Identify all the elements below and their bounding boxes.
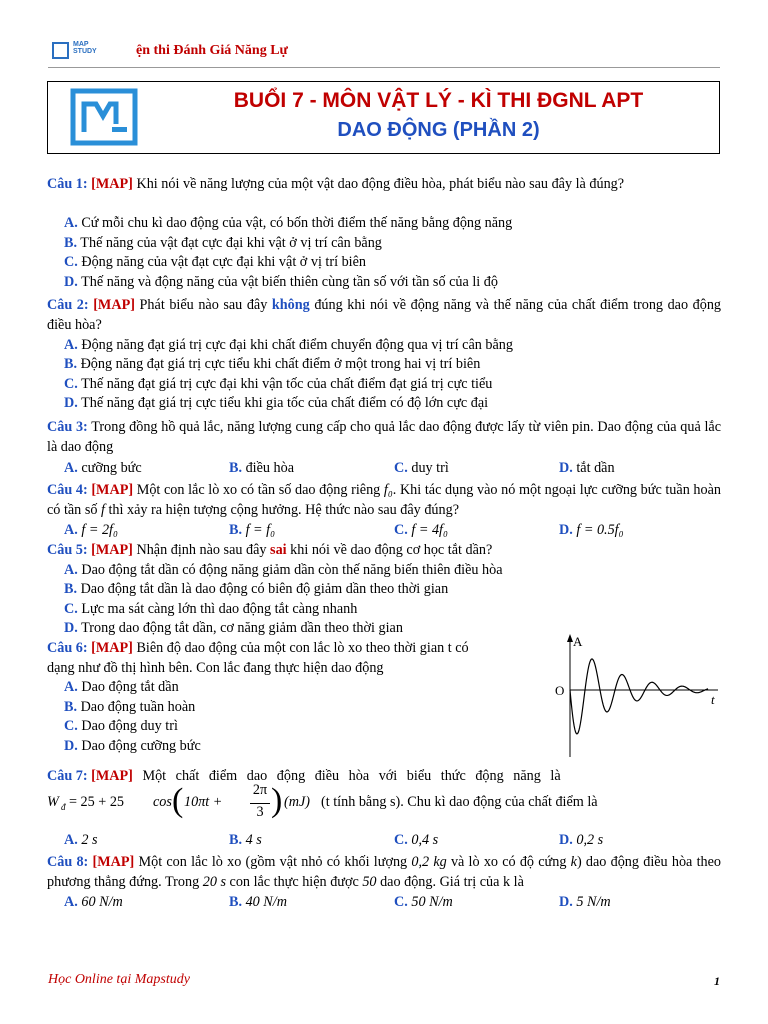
formula-argument: 10πt + — [184, 794, 223, 810]
q6-option-d[interactable] — [64, 737, 201, 757]
q3-option-b[interactable] — [229, 459, 294, 479]
option-text: Dao động cưỡng bức — [77, 738, 201, 754]
option-text: Cứ mỗi chu kì dao động của vật, có bốn thời điểm thế năng bằng động năng — [77, 215, 513, 231]
symbol-f: f — [100, 501, 105, 518]
fraction-denominator: 3 — [256, 804, 264, 820]
option-text: Động năng đạt giá trị cực tiểu khi chất điểm ở một trong hai vị trí biên — [77, 356, 481, 372]
banner-title: BUỔI 7 - MÔN VẬT LÝ - KÌ THI ĐGNL APT — [233, 89, 644, 112]
header-title: ện thi Đánh Giá Năng Lự — [136, 43, 288, 58]
question-text: Một con lắc lò xo có tần số dao động riêng — [133, 482, 384, 498]
q7-option-a[interactable] — [64, 831, 98, 851]
map-tag: [MAP] — [91, 176, 133, 192]
q3-option-c[interactable] — [394, 459, 449, 479]
question-7 — [47, 767, 721, 787]
option-text: Thế năng đạt giá trị cực đại khi vận tốc của chất điểm đạt giá trị cực tiểu — [77, 376, 493, 392]
question-text: Nhận định nào sau đây — [132, 542, 271, 558]
map-tag: [MAP] — [91, 640, 133, 656]
fraction-numerator: 2π — [252, 782, 268, 798]
question-text: (t tính bằng s). Chu kì dao động của chất điểm là — [321, 794, 598, 810]
question-2 — [47, 296, 721, 335]
question-6 — [47, 639, 547, 678]
q2-option-a[interactable] — [64, 336, 513, 356]
question-5 — [47, 541, 721, 561]
question-text: Một con lắc lò xo (gồm vật nhỏ có khối lượng — [134, 854, 412, 870]
logo-text-bottom: STUDY — [73, 48, 97, 55]
option-letter: B. — [229, 522, 243, 538]
q5-option-c[interactable] — [64, 600, 357, 620]
keyword-highlight: sai — [270, 542, 287, 558]
question-text: Trong đồng hồ quả lắc, năng lượng cung cấp cho quả lắc dao động được lấy từ viên pin. Dao động của quả lắc là dao động — [47, 419, 721, 455]
q7-option-c[interactable] — [394, 831, 438, 851]
option-text: Động năng của vật đạt cực đại khi vật ở vị trí biên — [77, 254, 367, 270]
option-letter: D. — [64, 620, 78, 636]
symbol-k: k — [570, 854, 577, 870]
q2-option-c[interactable] — [64, 375, 492, 395]
formula-constant: = 25 + 25 — [69, 794, 125, 810]
footer-link[interactable]: Học Online tại Mapstudy — [48, 972, 190, 987]
question-text: khi nói về dao động cơ học tắt dần? — [286, 542, 493, 558]
question-text: dao động. Giá trị của k là — [376, 873, 524, 890]
right-paren: ) — [271, 782, 283, 819]
option-text: Động năng đạt giá trị cực đại khi chất điểm chuyển động qua vị trí cân bằng — [77, 337, 513, 353]
option-text: 40 N/m — [242, 894, 287, 910]
option-text: Dao động tắt dần — [77, 679, 179, 695]
map-tag: [MAP] — [92, 854, 135, 870]
question-number: Câu 1: — [47, 176, 88, 192]
option-text: f = 2f₀ — [77, 522, 118, 538]
q8-option-a[interactable] — [64, 893, 123, 913]
option-text: f = f₀ — [242, 522, 276, 538]
option-letter: A. — [64, 522, 78, 538]
map-tag: [MAP] — [91, 482, 134, 498]
option-letter: B. — [64, 235, 78, 251]
origin-label: O — [555, 683, 565, 698]
option-text: Dao động tắt dần là dao động có biên độ giảm dần theo thời gian — [77, 581, 449, 597]
option-letter: A. — [64, 832, 78, 848]
formula-unit: (mJ) — [284, 794, 310, 810]
question-text: Phát biểu nào sau đây — [134, 297, 272, 313]
q8-option-d[interactable] — [559, 893, 611, 913]
formula-lhs: W — [47, 794, 59, 810]
option-letter: D. — [559, 522, 573, 538]
option-letter: C. — [64, 376, 78, 392]
option-letter: D. — [559, 894, 573, 910]
count-value: 50 — [362, 873, 377, 890]
option-text: 4 s — [242, 832, 262, 848]
q2-option-b[interactable] — [64, 355, 480, 375]
question-number: Câu 7: — [47, 768, 88, 784]
option-letter: C. — [64, 718, 78, 734]
option-letter: A. — [64, 894, 78, 910]
q4-option-c[interactable] — [394, 521, 448, 541]
left-paren: ( — [172, 782, 184, 819]
option-letter: B. — [229, 460, 243, 476]
question-text: con lắc thực hiện được — [225, 873, 363, 890]
mass-value: 0,2 kg — [411, 854, 447, 870]
question-number: Câu 3: — [47, 419, 88, 435]
q6-option-c[interactable] — [64, 717, 178, 737]
map-tag: [MAP] — [91, 768, 133, 784]
question-text: Một chất điểm dao động điều hòa với biểu thức động năng là — [132, 768, 561, 784]
q1-option-b[interactable] — [64, 234, 382, 254]
q6-option-b[interactable] — [64, 698, 195, 718]
option-letter: B. — [64, 581, 78, 597]
q1-option-d[interactable] — [64, 273, 498, 293]
option-text: Thế năng đạt giá trị cực tiểu khi gia tốc của chất điểm có độ lớn cực đại — [77, 395, 489, 411]
option-letter: B. — [64, 356, 78, 372]
option-letter: A. — [64, 679, 78, 695]
option-text: 5 N/m — [572, 894, 611, 910]
q1-option-a[interactable] — [64, 214, 512, 234]
option-letter: A. — [64, 215, 78, 231]
option-text: Dao động duy trì — [77, 718, 178, 734]
option-letter: D. — [64, 738, 78, 754]
damped-oscillation-curve — [570, 659, 708, 734]
header-divider — [48, 67, 720, 68]
q4-option-b[interactable] — [229, 521, 275, 541]
page-number: 1 — [714, 974, 720, 988]
symbol-f0: f₀ — [383, 482, 393, 498]
option-letter: D. — [559, 460, 573, 476]
option-text: Lực ma sát càng lớn thì dao động tắt càng nhanh — [77, 601, 358, 617]
banner-subtitle: DAO ĐỘNG (PHẦN 2) — [337, 119, 540, 141]
question-text: Biên độ dao động của một con lắc lò xo theo thời gian t có — [132, 640, 469, 656]
q2-option-d[interactable] — [64, 394, 488, 414]
option-letter: C. — [64, 254, 78, 270]
mapstudy-logo — [52, 40, 122, 64]
time-value: 20 s — [202, 873, 226, 890]
question-4 — [47, 481, 721, 520]
amplitude-time-graph — [550, 632, 725, 762]
q5-option-a[interactable] — [64, 561, 503, 581]
option-text: f = 4f₀ — [407, 522, 448, 538]
q4-option-a[interactable] — [64, 521, 118, 541]
option-text: điều hòa — [242, 460, 295, 476]
map-tag: [MAP] — [91, 542, 133, 558]
q6-option-a[interactable] — [64, 678, 179, 698]
question-1 — [47, 175, 721, 195]
question-text: và lò xo có độ cứng — [446, 854, 571, 870]
formula-subscript: đ — [61, 802, 66, 812]
option-letter: C. — [394, 522, 408, 538]
logo-text — [73, 41, 97, 55]
question-text: . Khi tác dụng vào nó một ngoại lực cưỡng bức tuần hoàn có tần số — [47, 482, 722, 518]
option-text: Trong dao động tắt dần, cơ năng giảm dần theo thời gian — [77, 620, 403, 636]
question-number: Câu 6: — [47, 640, 88, 656]
question-text: đúng khi nói về động năng và thế năng của chất điểm trong dao động điều hòa? — [47, 297, 722, 333]
question-number: Câu 8: — [47, 854, 89, 870]
option-text: Thế năng của vật đạt cực đại khi vật ở vị trí cân bằng — [77, 235, 382, 251]
option-letter: B. — [229, 894, 243, 910]
option-text: 2 s — [77, 832, 98, 848]
option-text: Dao động tuần hoàn — [77, 699, 196, 715]
option-letter: A. — [64, 337, 78, 353]
option-letter: C. — [394, 460, 408, 476]
option-letter: C. — [64, 601, 78, 617]
option-letter: A. — [64, 460, 78, 476]
q7-option-d[interactable] — [559, 831, 603, 851]
option-letter: B. — [64, 699, 78, 715]
question-text: ) dao động điều hòa theo phương thẳng đứng. Trong — [47, 854, 722, 890]
q5-option-b[interactable] — [64, 580, 448, 600]
q7-option-b[interactable] — [229, 831, 262, 851]
logo-text-top: MAP — [73, 41, 89, 48]
question-8 — [47, 853, 721, 892]
lesson-banner — [47, 81, 720, 154]
option-text: 60 N/m — [77, 894, 123, 910]
q3-option-a[interactable] — [64, 459, 142, 479]
question-text: thì xảy ra hiện tượng cộng hưởng. Hệ thức nào sau đây đúng? — [104, 501, 459, 518]
q3-option-d[interactable] — [559, 459, 615, 479]
q5-option-d[interactable] — [64, 619, 403, 639]
option-letter: B. — [229, 832, 243, 848]
q8-option-c[interactable] — [394, 893, 453, 913]
option-letter: D. — [559, 832, 573, 848]
logo-mark-icon — [52, 42, 69, 59]
question-number: Câu 4: — [47, 482, 88, 498]
option-text: cưỡng bức — [77, 460, 142, 476]
option-letter: C. — [394, 894, 408, 910]
x-axis-label: t — [711, 692, 715, 707]
option-text: 0,2 s — [572, 832, 604, 848]
question-3 — [47, 418, 721, 457]
option-letter: C. — [394, 832, 408, 848]
option-text: 50 N/m — [407, 894, 453, 910]
kinetic-energy-formula — [47, 782, 721, 828]
formula-cos: cos — [153, 794, 172, 810]
option-letter: D. — [64, 395, 78, 411]
y-axis-label: A — [573, 634, 583, 649]
q4-option-d[interactable] — [559, 521, 624, 541]
option-text: tắt dần — [572, 460, 615, 476]
option-letter: A. — [64, 562, 78, 578]
question-number: Câu 5: — [47, 542, 88, 558]
option-letter: D. — [64, 274, 78, 290]
question-text: dạng như đồ thị hình bên. Con lắc đang thực hiện dao động — [47, 659, 384, 676]
map-tag: [MAP] — [93, 297, 135, 313]
option-text: duy trì — [407, 460, 449, 476]
keyword-highlight: không — [271, 297, 310, 313]
option-text: Thế năng và động năng của vật biến thiên cùng tần số với tần số của li độ — [77, 274, 498, 290]
q8-option-b[interactable] — [229, 893, 287, 913]
option-text: f = 0.5f₀ — [572, 522, 624, 538]
question-text: Khi nói về năng lượng của một vật dao động điều hòa, phát biểu nào sau đây là đúng? — [132, 176, 625, 192]
option-text: Dao động tắt dần có động năng giảm dần còn thế năng biến thiên điều hòa — [77, 562, 503, 578]
question-number: Câu 2: — [47, 297, 89, 313]
q1-option-c[interactable] — [64, 253, 366, 273]
option-text: 0,4 s — [407, 832, 439, 848]
